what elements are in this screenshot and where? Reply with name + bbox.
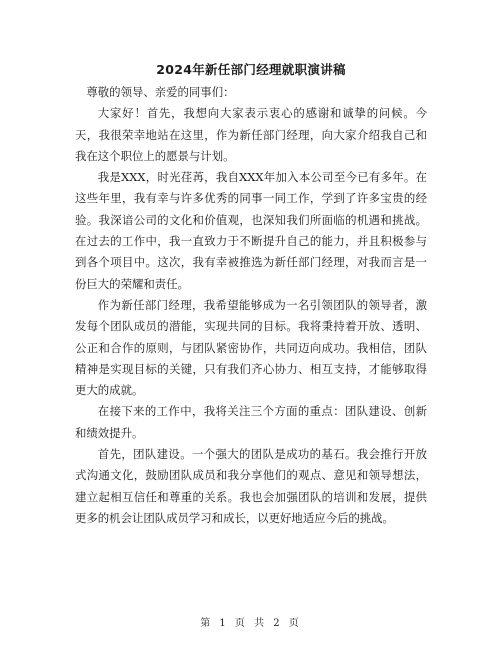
paragraph-team-building: 首先，团队建设。一个强大的团队是成功的基石。我会推行开放式沟通文化，鼓励团队成员和我分享他们的观点、意见和领导想法，建立起相互信任和尊重的关系。我也会加强团队的培训和发展，提供更多的机会让团队成员学习和成长，以更好地适应今后的挑战。 [75, 447, 427, 525]
salutation: 尊敬的领导、亲爱的同事们： [86, 85, 235, 99]
paragraph-focus-areas: 在接下来的工作中，我将关注三个方面的重点：团队建设、创新和绩效提升。 [75, 404, 427, 440]
paragraph-introduction: 我是XXX，时光荏苒，我自XXX年加入本公司至今已有多年。在这些年里，我有幸与许多优秀的同事一同工作，学到了许多宝贵的经验。我深谙公司的文化和价值观，也深知我们所面临的机遇和挑战。在过去的工作中，我一直致力于不断提升自己的能力，并且积极参与到各个项目中。这次，我有幸被推选为新任部门经理，对我而言是一份巨大的荣耀和责任。 [75, 170, 427, 291]
document-title: 2024年新任部门经理就职演讲稿 [156, 62, 346, 77]
paragraph-vision: 作为新任部门经理，我希望能够成为一名引领团队的领导者，激发每个团队成员的潜能，实现共同的目标。我将秉持着开放、透明、公正和合作的原则，与团队紧密协作，共同迈向成功。我相信，团队精神是实现目标的关键，只有我们齐心协力、相互支持，才能够取得更大的成就。 [75, 297, 427, 398]
document-body [75, 82, 427, 529]
paragraph-greeting: 大家好！首先，我想向大家表示衷心的感谢和诚挚的问候。今天，我很荣幸地站在这里，作为新任部门经理，向大家介绍我自己和我在这个职位上的愿景与计划。 [75, 106, 427, 163]
page-footer: 第 1 页 共 2 页 [200, 618, 302, 629]
